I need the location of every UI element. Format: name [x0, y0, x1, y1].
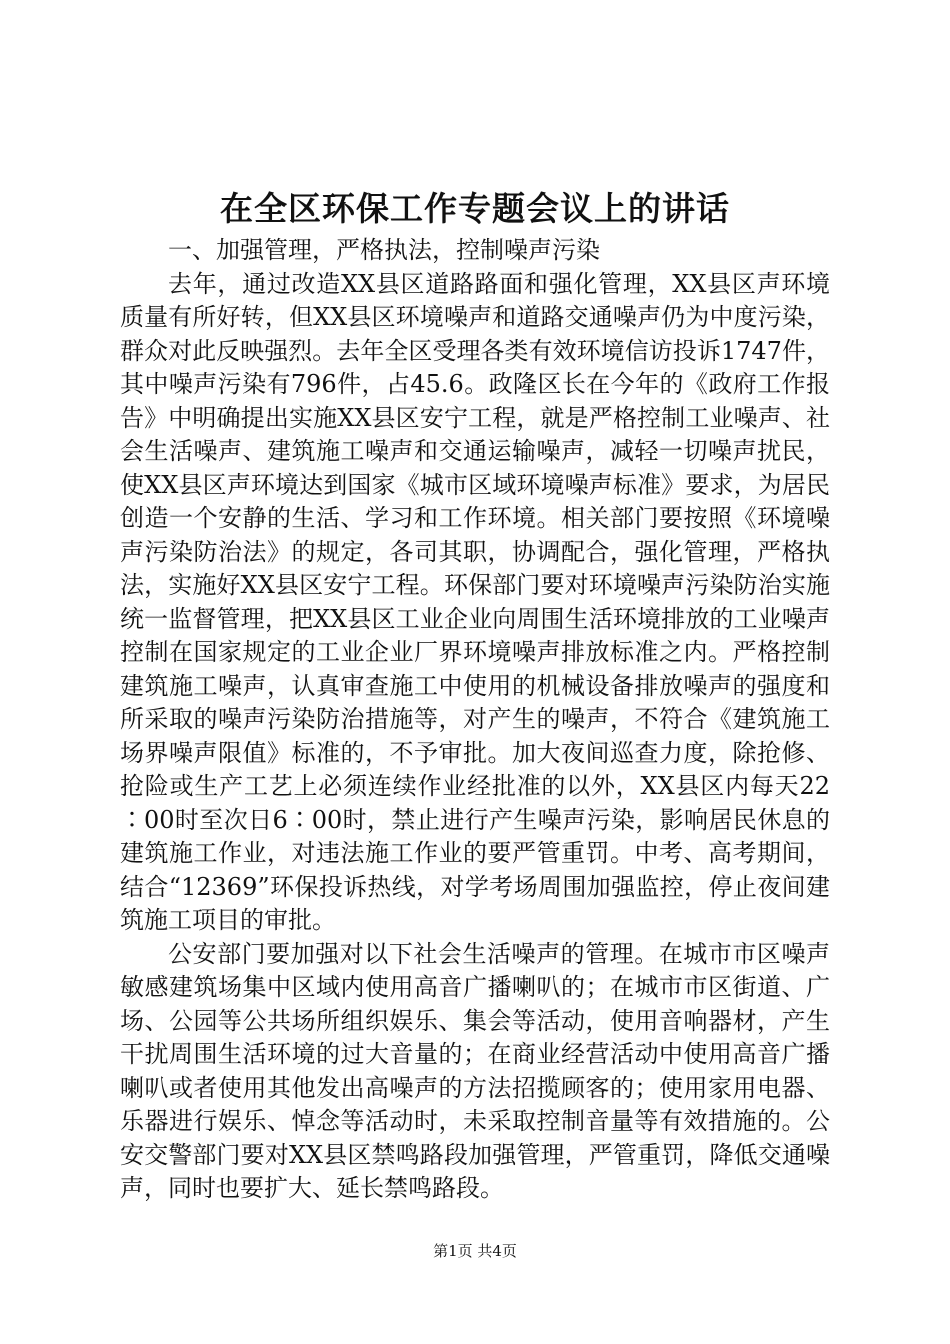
section-heading: 一、加强管理，严格执法，控制噪声污染: [168, 236, 600, 264]
body-paragraph: 去年，通过改造XX县区道路路面和强化管理，XX县区声环境质量有所好转，但XX县区环境噪声和道路交通噪声仍为中度污染，群众对此反映强烈。去年全区受理各类有效环境信访投诉1747件，其中噪声污染有796件，占45.6。政隆区长在今年的《政府工作报告》中明确提出实施XX县区安宁工程，就是严格控制工业噪声、社会生活噪声、建筑施工噪声和交通运输噪声，减轻一切噪声扰民，使XX县区声环境达到国家《城市区域环境噪声标准》要求，为居民创造一个安静的生活、学习和工作环境。相关部门要按照《环境噪声污染防治法》的规定，各司其职，协调配合，强化管理，严格执法，实施好XX县区安宁工程。环保部门要对环境噪声污染防治实施统一监督管理，把XX县区工业企业向周围生活环境排放的工业噪声控制在国家规定的工业企业厂界环境噪声排放标准之内。严格控制建筑施工噪声，认真审查施工中使用的机械设备排放噪声的强度和所采取的噪声污染防治措施等，对产生的噪声，不符合《建筑施工场界噪声限值》标准的，不予审批。加大夜间巡查力度，除抢修、抢险或生产工艺上必须连续作业经批准的以外，XX县区内每天22∶00时至次日6∶00时，禁止进行产生噪声污染，影响居民休息的建筑施工作业，对违法施工作业的要严管重罚。中考、高考期间，结合“12369”环保投诉热线，对学考场周围加强监控，停止夜间建筑施工项目的审批。: [120, 269, 830, 934]
document-body: [120, 234, 830, 1206]
body-paragraph: 公安部门要加强对以下社会生活噪声的管理。在城市市区噪声敏感建筑场集中区域内使用高音广播喇叭的；在城市市区街道、广场、公园等公共场所组织娱乐、集会等活动，使用音响器材，产生干扰周围生活环境的过大音量的；在商业经营活动中使用高音广播喇叭或者使用其他发出高噪声的方法招揽顾客的；使用家用电器、乐器进行娱乐、悼念等活动时，未采取控制音量等有效措施的。公安交警部门要对XX县区禁鸣路段加强管理，严管重罚，降低交通噪声，同时也要扩大、延长禁鸣路段。: [120, 939, 830, 1202]
document-title: 在全区环保工作专题会议上的讲话: [220, 189, 730, 228]
page-indicator: 第1页 共4页: [433, 1242, 517, 1260]
